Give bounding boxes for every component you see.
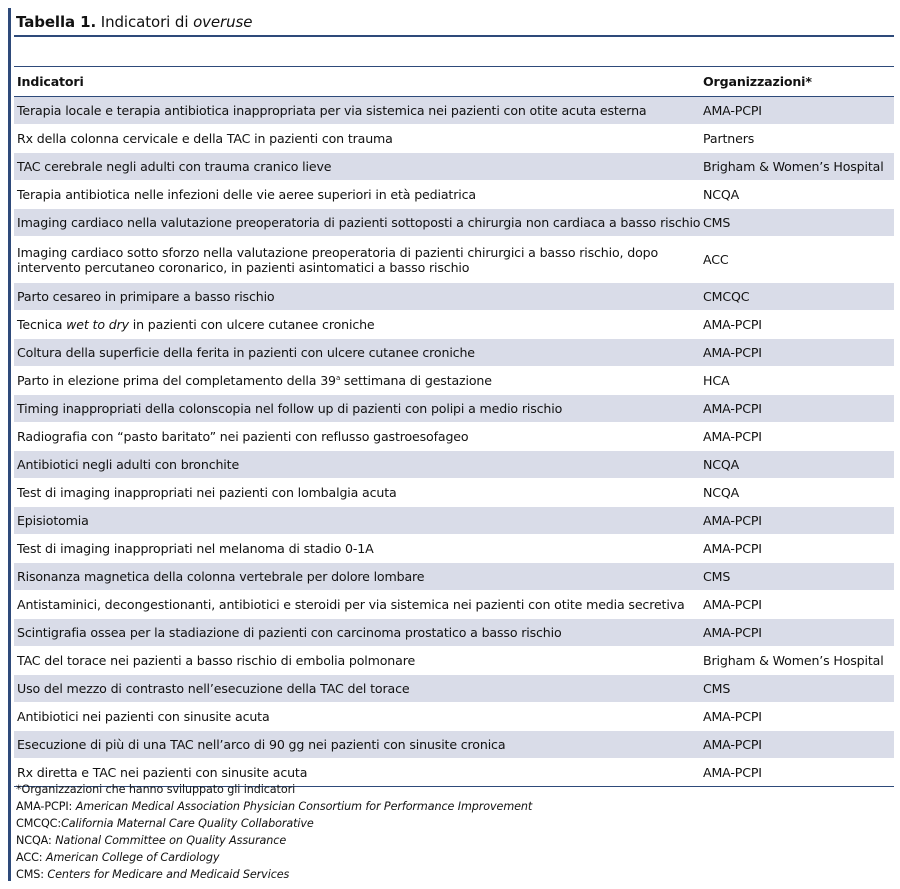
indicator-cell: Uso del mezzo di contrasto nell’esecuzione della TAC del torace xyxy=(14,675,700,703)
organization-cell: AMA-PCPI xyxy=(700,311,894,339)
footnote-abbr: CMCQC: xyxy=(16,817,62,830)
table-row xyxy=(14,153,894,181)
organization-cell: AMA-PCPI xyxy=(700,339,894,367)
footnote-abbr: NCQA: xyxy=(16,834,52,847)
organization-cell: AMA-PCPI xyxy=(700,507,894,535)
indicator-cell: Antistaminici, decongestionanti, antibiotici e steroidi per via sistemica nei pazienti con otite media secretiva xyxy=(14,591,700,619)
table-row xyxy=(14,339,894,367)
indicator-text: Tecnica xyxy=(17,317,67,332)
organization-cell: CMCQC xyxy=(700,283,894,311)
indicator-cell: Test di imaging inappropriati nel melanoma di stadio 0-1A xyxy=(14,535,700,563)
indicator-cell: Coltura della superficie della ferita in pazienti con ulcere cutanee croniche xyxy=(14,339,700,367)
footnote-full: Centers for Medicare and Medicaid Services xyxy=(47,868,290,881)
footnote-full: American Medical Association Physician Consortium for Performance Improvement xyxy=(75,800,533,813)
table-row xyxy=(14,479,894,507)
footnote-full: American College of Cardiology xyxy=(45,851,220,864)
table-row xyxy=(14,451,894,479)
organization-cell: CMS xyxy=(700,209,894,237)
indicator-cell xyxy=(14,367,700,395)
indicator-cell: Episiotomia xyxy=(14,507,700,535)
footnote-abbr: AMA-PCPI: xyxy=(16,800,73,813)
organization-cell: NCQA xyxy=(700,181,894,209)
organization-cell: ACC xyxy=(700,237,894,283)
footnote-abbr: ACC: xyxy=(16,851,43,864)
column-header-indicators: Indicatori xyxy=(14,67,700,97)
table-row xyxy=(14,535,894,563)
organization-cell: NCQA xyxy=(700,479,894,507)
footnote-full: California Maternal Care Quality Collaborative xyxy=(61,817,314,830)
indicator-cell: Imaging cardiaco nella valutazione preoperatoria di pazienti sottoposti a chirurgia non cardiaca a basso rischio xyxy=(14,209,700,237)
footnote-abbr: CMS: xyxy=(16,868,44,881)
column-header-organizations: Organizzazioni* xyxy=(700,67,894,97)
indicator-cell: TAC del torace nei pazienti a basso rischio di embolia polmonare xyxy=(14,647,700,675)
table-title-label: Tabella 1. xyxy=(16,13,97,31)
indicator-cell: Antibiotici nei pazienti con sinusite acuta xyxy=(14,703,700,731)
indicator-cell: Timing inappropriati della colonscopia nel follow up di pazienti con polipi a medio rischio xyxy=(14,395,700,423)
indicator-cell: Risonanza magnetica della colonna vertebrale per dolore lombare xyxy=(14,563,700,591)
indicator-cell: Radiografia con “pasto baritato” nei pazienti con reflusso gastroesofageo xyxy=(14,423,700,451)
indicator-cell: Rx diretta e TAC nei pazienti con sinusite acuta xyxy=(14,759,700,787)
organization-cell: AMA-PCPI xyxy=(700,423,894,451)
indicator-cell xyxy=(14,311,700,339)
indicator-cell: Esecuzione di più di una TAC nell’arco di 90 gg nei pazienti con sinusite cronica xyxy=(14,731,700,759)
indicator-text: settimana di gestazione xyxy=(340,373,492,388)
indicator-italic-text: wet to dry xyxy=(66,317,129,332)
table-row xyxy=(14,563,894,591)
table-row xyxy=(14,619,894,647)
footnote-intro: *Organizzazioni che hanno sviluppato gli indicatori xyxy=(16,783,296,796)
organization-cell: Brigham & Women’s Hospital xyxy=(700,153,894,181)
footnote-item xyxy=(16,832,886,849)
overuse-indicators-table xyxy=(14,67,894,787)
organization-cell: AMA-PCPI xyxy=(700,395,894,423)
organization-cell: AMA-PCPI xyxy=(700,535,894,563)
footnote-item xyxy=(16,815,886,832)
organization-cell: AMA-PCPI xyxy=(700,619,894,647)
indicator-cell: Rx della colonna cervicale e della TAC in pazienti con trauma xyxy=(14,125,700,153)
table-row xyxy=(14,367,894,395)
table-row xyxy=(14,395,894,423)
indicator-cell: Terapia antibiotica nelle infezioni delle vie aeree superiori in età pediatrica xyxy=(14,181,700,209)
table-row xyxy=(14,703,894,731)
table-row xyxy=(14,507,894,535)
organization-cell: NCQA xyxy=(700,451,894,479)
table-row xyxy=(14,311,894,339)
organization-cell: AMA-PCPI xyxy=(700,591,894,619)
table-row xyxy=(14,647,894,675)
table-row xyxy=(14,675,894,703)
table-row xyxy=(14,283,894,311)
footnote-item xyxy=(16,849,886,866)
table-header-row xyxy=(14,67,894,97)
indicator-cell: Antibiotici negli adulti con bronchite xyxy=(14,451,700,479)
organization-cell: AMA-PCPI xyxy=(700,97,894,125)
table-title-text: Indicatori di xyxy=(100,13,189,31)
table-footnotes xyxy=(16,781,886,883)
indicator-cell: Scintigrafia ossea per la stadiazione di pazienti con carcinoma prostatico a basso rischio xyxy=(14,619,700,647)
organization-cell: AMA-PCPI xyxy=(700,731,894,759)
indicator-cell: Terapia locale e terapia antibiotica inappropriata per via sistemica nei pazienti con otite acuta esterna xyxy=(14,97,700,125)
indicator-text: Parto in elezione prima del completamento della 39 xyxy=(17,373,336,388)
footnote-item xyxy=(16,866,886,883)
organization-cell: HCA xyxy=(700,367,894,395)
table-row xyxy=(14,97,894,125)
footnote-full: National Committee on Quality Assurance xyxy=(55,834,287,847)
footnote-item xyxy=(16,798,886,815)
table-title-italic: overuse xyxy=(193,13,253,31)
indicator-cell: Imaging cardiaco sotto sforzo nella valutazione preoperatoria di pazienti chirurgici a basso rischio, dopo intervento percutaneo coronarico, in pazienti asintomatici a basso rischio xyxy=(14,237,700,283)
table-row xyxy=(14,423,894,451)
table-row xyxy=(14,181,894,209)
table-row xyxy=(14,237,894,283)
organization-cell: AMA-PCPI xyxy=(700,759,894,787)
organization-cell: CMS xyxy=(700,563,894,591)
table-row xyxy=(14,731,894,759)
indicator-cell: Test di imaging inappropriati nei pazienti con lombalgia acuta xyxy=(14,479,700,507)
table-row xyxy=(14,591,894,619)
table-row xyxy=(14,125,894,153)
table-row xyxy=(14,209,894,237)
indicator-text: in pazienti con ulcere cutanee croniche xyxy=(128,317,375,332)
organization-cell: AMA-PCPI xyxy=(700,703,894,731)
organization-cell: CMS xyxy=(700,675,894,703)
ordinal-superscript: a xyxy=(335,373,341,382)
organization-cell: Partners xyxy=(700,125,894,153)
indicator-cell: TAC cerebrale negli adulti con trauma cranico lieve xyxy=(14,153,700,181)
table-title xyxy=(16,13,252,31)
title-underline xyxy=(14,35,894,37)
organization-cell: Brigham & Women’s Hospital xyxy=(700,647,894,675)
indicator-cell: Parto cesareo in primipare a basso rischio xyxy=(14,283,700,311)
left-accent-rule xyxy=(8,8,11,881)
